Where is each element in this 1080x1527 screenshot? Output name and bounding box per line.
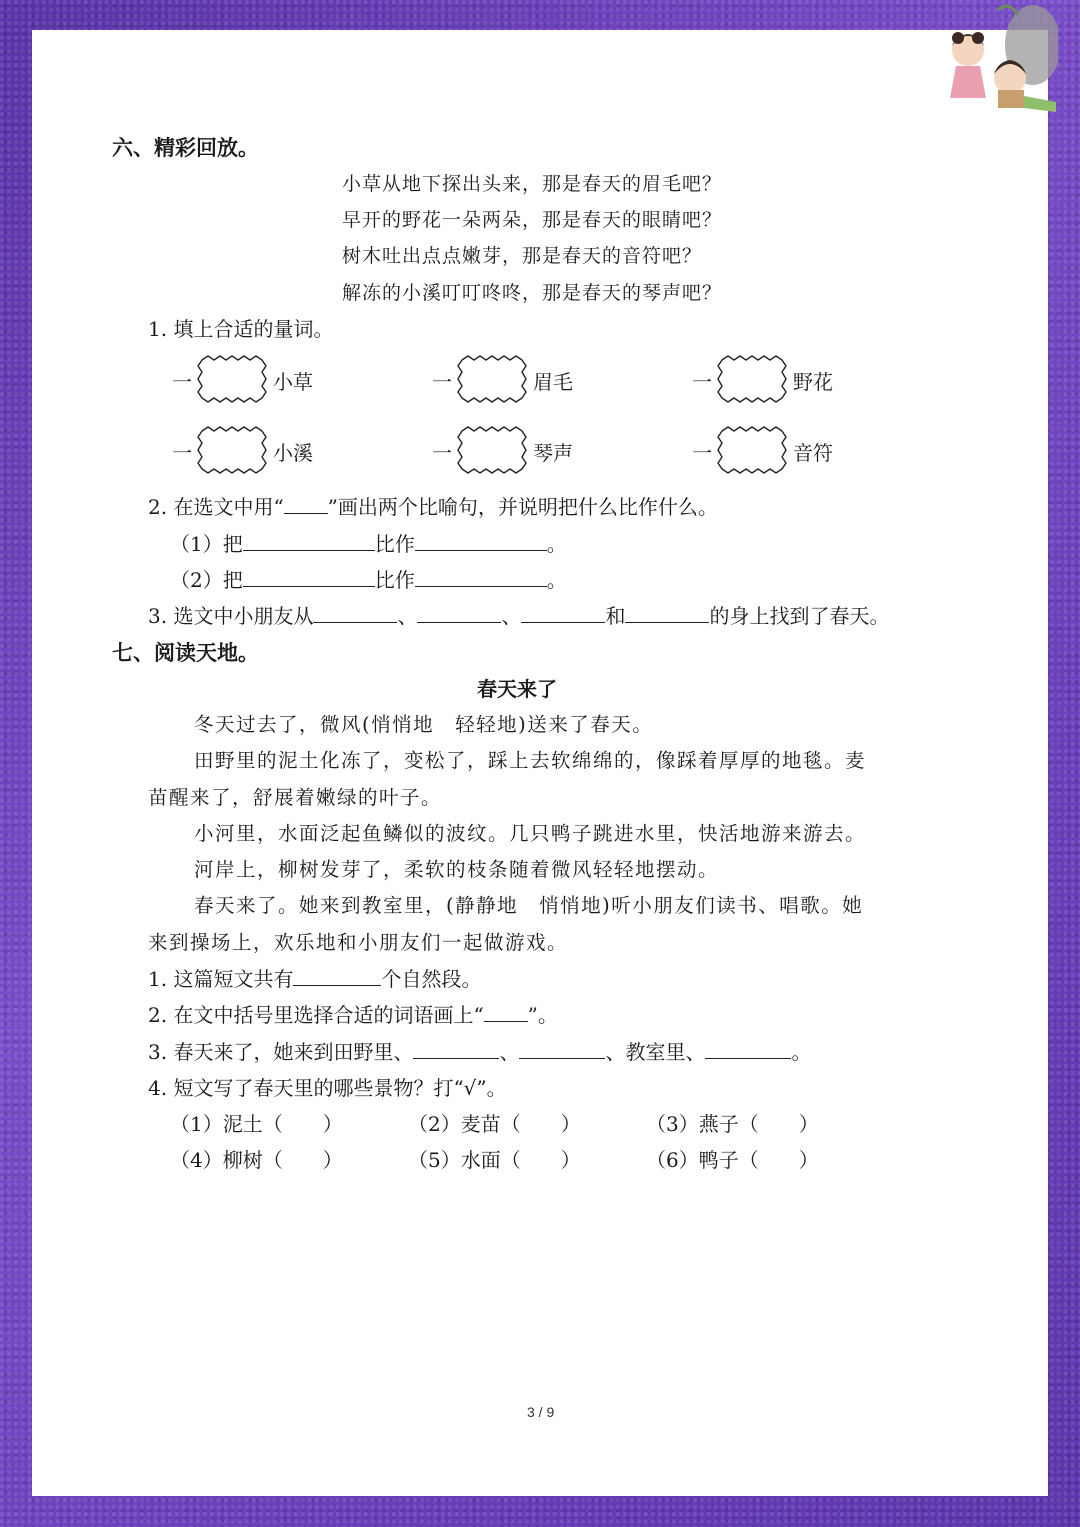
children-reading-illustration [938, 0, 1058, 120]
question-paragraph-count [148, 963, 481, 992]
q3-text-start: 3. 选文中小朋友从 [148, 604, 314, 628]
option-yanzi[interactable]: （3）燕子（ ） [646, 1112, 819, 1136]
measure-word-box[interactable] [456, 354, 528, 404]
answer-blank[interactable] [705, 1040, 791, 1059]
prefix-yi: 一 [692, 370, 712, 394]
bizuo-label: 比作 [374, 568, 415, 592]
answer-blank[interactable] [313, 604, 397, 623]
question-metaphor-text-a: 2. 在选文中用“ [148, 495, 284, 519]
article-paragraph-5-line-1: 春天来了。她来到教室里，(静静地 悄悄地)听小朋友们读书、唱歌。她 [194, 894, 864, 917]
option-yazi[interactable]: （6）鸭子（ ） [646, 1148, 819, 1172]
measure-word-box[interactable] [196, 354, 268, 404]
article-paragraph-2-line-1: 田野里的泥土化冻了，变松了，踩上去软绵绵的，像踩着厚厚的地毯。麦 [194, 749, 867, 772]
separator: 、 [501, 604, 522, 628]
page-number: 3 / 9 [527, 1404, 555, 1420]
row-prefix: （1）把 [170, 532, 243, 556]
article-paragraph-3: 小河里，水面泛起鱼鳞似的波纹。几只鸭子跳进水里，快活地游来游去。 [194, 822, 867, 845]
noun-xiaoxi: 小溪 [273, 441, 313, 465]
option-shuimian[interactable]: （5）水面（ ） [408, 1148, 581, 1172]
measure-word-box[interactable] [716, 425, 788, 475]
row-prefix: （2）把 [170, 568, 243, 592]
noun-qinsheng: 琴声 [533, 441, 573, 465]
separator: 、 [397, 604, 418, 628]
measure-word-box[interactable] [196, 425, 268, 475]
q3-text-end: 的身上找到了春天。 [709, 604, 890, 628]
answer-blank[interactable] [519, 1040, 605, 1059]
question-spring-places [148, 1036, 811, 1065]
noun-meimao: 眉毛 [533, 370, 573, 394]
article-paragraph-4: 河岸上，柳树发芽了，柔软的枝条随着微风轻轻地摆动。 [194, 858, 720, 881]
prefix-yi: 一 [692, 441, 712, 465]
question-scenery-check: 4. 短文写了春天里的哪些景物？打“√”。 [148, 1076, 507, 1100]
option-nitu[interactable]: （1）泥土（ ） [170, 1112, 343, 1136]
answer-blank[interactable] [243, 568, 375, 587]
section-seven-heading: 七、阅读天地。 [112, 641, 259, 665]
separator: 、 [499, 1040, 520, 1064]
period: 。 [791, 1040, 812, 1064]
q1-text-start: 1. 这篇短文共有 [148, 967, 294, 991]
answer-blank[interactable] [293, 967, 381, 986]
noun-xiaocao: 小草 [273, 370, 313, 394]
q1-text-end: 个自然段。 [381, 967, 482, 991]
option-liushu[interactable]: （4）柳树（ ） [170, 1148, 343, 1172]
poem-line-3: 树木吐出点点嫩芽，那是春天的音符吧？ [342, 245, 703, 267]
period: 。 [546, 532, 567, 556]
question-metaphor [148, 491, 718, 520]
answer-blank[interactable] [521, 604, 605, 623]
underline-sample [284, 495, 328, 514]
period: 。 [546, 568, 567, 592]
option-maimiao[interactable]: （2）麦苗（ ） [408, 1112, 581, 1136]
q2-text-start: 2. 在文中括号里选择合适的词语画上“ [148, 1003, 484, 1027]
prefix-yi: 一 [172, 441, 192, 465]
section-six-heading: 六、精彩回放。 [112, 136, 259, 160]
answer-blank[interactable] [413, 1040, 499, 1059]
answer-blank[interactable] [415, 532, 547, 551]
noun-yinfu: 音符 [793, 441, 833, 465]
prefix-yi: 一 [432, 370, 452, 394]
poem-line-1: 小草从地下探出头来，那是春天的眉毛吧？ [342, 173, 723, 195]
and-label: 和 [605, 604, 626, 628]
article-title: 春天来了 [477, 677, 557, 701]
bizuo-label: 比作 [374, 532, 415, 556]
poem-line-4: 解冻的小溪叮叮咚咚，那是春天的琴声吧？ [342, 282, 723, 304]
measure-word-box[interactable] [716, 354, 788, 404]
metaphor-answer-row-2 [170, 564, 567, 593]
question-metaphor-text-b: ”画出两个比喻句，并说明把什么比作什么。 [327, 495, 718, 519]
measure-word-box[interactable] [456, 425, 528, 475]
answer-blank[interactable] [417, 604, 501, 623]
prefix-yi: 一 [432, 441, 452, 465]
prefix-yi: 一 [172, 370, 192, 394]
q3-text-mid: 、教室里、 [605, 1040, 706, 1064]
article-paragraph-2-line-2: 苗醒来了，舒展着嫩绿的叶子。 [148, 786, 443, 809]
answer-blank[interactable] [415, 568, 547, 587]
q3-text-start: 3. 春天来了，她来到田野里、 [148, 1040, 414, 1064]
article-paragraph-5-line-2: 来到操场上，欢乐地和小朋友们一起做游戏。 [148, 931, 569, 954]
question-find-spring [148, 600, 889, 629]
underline-sample [484, 1003, 528, 1022]
answer-blank[interactable] [625, 604, 709, 623]
noun-yehua: 野花 [793, 370, 833, 394]
question-measure-words: 1. 填上合适的量词。 [148, 317, 334, 341]
metaphor-answer-row-1 [170, 528, 567, 557]
q2-text-end: ”。 [527, 1003, 558, 1027]
article-paragraph-1: 冬天过去了，微风(悄悄地 轻轻地)送来了春天。 [194, 713, 654, 736]
question-choose-word [148, 999, 558, 1028]
poem-line-2: 早开的野花一朵两朵，那是春天的眼睛吧？ [342, 209, 723, 231]
answer-blank[interactable] [243, 532, 375, 551]
